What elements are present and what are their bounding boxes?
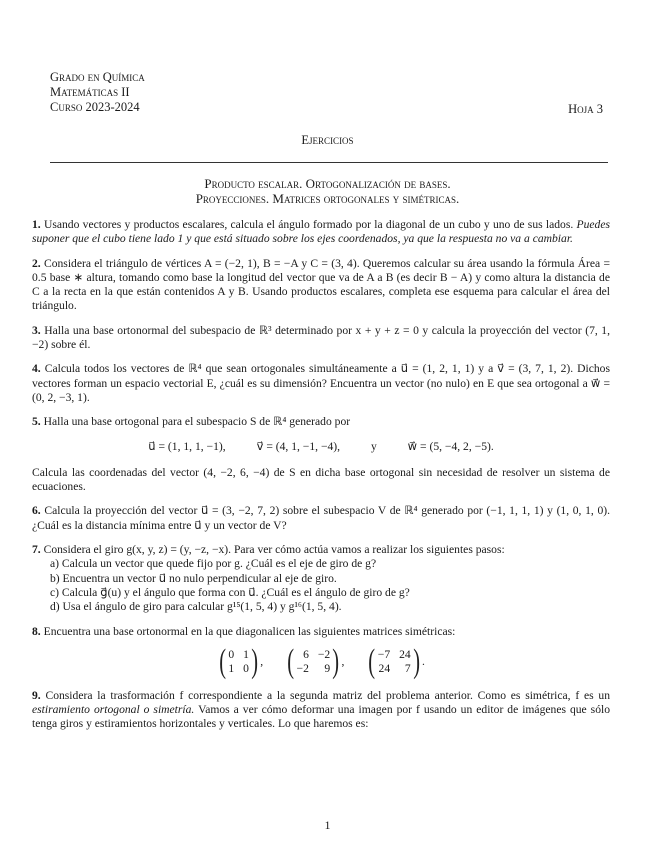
course-header xyxy=(50,70,145,115)
matrix-3: ( −7 24 24 7 ) . xyxy=(368,642,425,680)
divider xyxy=(50,162,608,163)
header-subject: Matemáticas II xyxy=(50,85,130,99)
exercise-1: 1. Usando vectores y productos escalares, calcula el ángulo formado por la diagonal de un cubo y uno de sus lados. Puedes suponer que el cubo tiene lado 1 y que está situado sobre los ejes coordenados, ya que la respuesta no va a cambiar. xyxy=(32,218,611,246)
exercise-3: 3. Halla una base ortonormal del subespacio de ℝ³ determinado por x + y + z = 0 y calcula la proyección del vector (7, 1, −2) sobre él. xyxy=(32,323,610,352)
exercise-8: 8. Encuentra una base ortonormal en la que diagonalicen las siguientes matrices simétricas: ( 0 1 1 0 ) , ( 6 −2 −2 9 ) , ( −7 24 24 7 ) . xyxy=(32,625,610,677)
page-number: 1 xyxy=(324,818,331,832)
exercise-5-continuation: Calcula las coordenadas del vector (4, −2, 6, −4) de S en dicha base ortogonal sin necesidad de resolver un sistema de ecuaciones. xyxy=(32,465,610,494)
topic-line-1: Producto escalar. Ortogonalización de bases. xyxy=(204,176,451,191)
topic-title xyxy=(0,176,655,206)
conjunction: y xyxy=(370,439,377,453)
exercise-4: 4. Calcula todos los vectores de ℝ⁴ que sean ortogonales simultáneamente a u⃗ = (1, 2, 1, 1) y a v⃗ = (3, 7, 1, 2). Dichos vectores forman un espacio vectorial E, ¿cuál es su dimensión? Encuentra un vector (no nulo) en E que sea ortogonal a w⃗ = (0, 2, −3, 1). xyxy=(32,362,610,404)
exercise-7: 7. Considera el giro g(x, y, z) = (y, −z, −x). Para ver cómo actúa vamos a realizar los siguientes pasos: a) Calcula un vector que quede fijo por g. ¿Cuál es el eje de giro de g? b) Encuentra un vector u⃗ no nulo perpendicular al eje de giro. c) Calcula g⃗(u) y el ángulo que forma con u⃗. ¿Cuál es el ángulo de giro de g? d) Usa el ángulo de giro para calcular g¹⁵(1, 5, 4) y g¹⁶(1, 5, 4). xyxy=(32,543,610,614)
step-b: b) Encuentra un vector u⃗ no nulo perpendicular al eje de giro. xyxy=(50,571,337,585)
exercise-5: 5. Halla una base ortogonal para el subespacio S de ℝ⁴ generado por u⃗ = (1, 1, 1, −1), v⃗ = (4, 1, −1, −4), y w⃗ = (5, −4, 2, −5). Calcula las coordenadas del vector (4, −2, 6, −4) de S en dicha base ortogonal sin necesidad de resolver un sistema de ecuaciones. xyxy=(32,415,610,494)
exercise-list xyxy=(32,218,610,742)
vector-u: u⃗ = (1, 1, 1, −1), xyxy=(148,439,226,453)
section-title: Ejercicios xyxy=(301,133,354,147)
matrix-1: ( 0 1 1 0 ) , xyxy=(219,642,264,680)
matrix-row xyxy=(32,642,610,680)
sheet-label: Hoja 3 xyxy=(568,102,603,116)
header-degree: Grado en Química xyxy=(50,70,145,84)
topic-line-2: Proyecciones. Matrices ortogonales y simétricas. xyxy=(195,191,460,206)
step-d: d) Usa el ángulo de giro para calcular g¹⁵(1, 5, 4) y g¹⁶(1, 5, 4). xyxy=(50,600,342,614)
exercise-6: 6. Calcula la proyección del vector u⃗ = (3, −2, 7, 2) sobre el subespacio V de ℝ⁴ generado por (−1, 1, 1, 1) y (1, 0, 1, 0). ¿Cuál es la distancia mínima entre u⃗ y un vector de V? xyxy=(32,504,610,532)
matrix-2: ( 6 −2 −2 9 ) , xyxy=(287,642,345,680)
step-c: c) Calcula g⃗(u) y el ángulo que forma con u⃗. ¿Cuál es el ángulo de giro de g? xyxy=(50,585,410,599)
step-a: a) Calcula un vector que quede fijo por g. ¿Cuál es el eje de giro de g? xyxy=(50,557,377,571)
exercise-2: 2. Considera el triángulo de vértices A = (−2, 1), B = −A y C = (3, 4). Queremos calcular su área usando la fórmula Área = 0.5 base ∗ altura, tomando como base la longitud del vector que va de A a B (es decir B − A) y como altura la distancia de C a la recta en la que están contenidos A y B. Usando productos escalares, completa ese esquema para calcular el área del triángulo. xyxy=(32,256,610,313)
exercise-9: 9. Considera la trasformación f correspondiente a la segunda matriz del problema anterior. Como es simétrica, f es un estiramiento ortogonal o simetría. Vamos a ver cómo deformar una imagen por f usando un editor de imágenes que sólo tenga giros y estiramientos horizontales y verticales. Lo que haremos es: xyxy=(32,688,611,731)
vector-v: v⃗ = (4, 1, −1, −4), xyxy=(256,439,341,453)
vector-w: w⃗ = (5, −4, 2, −5). xyxy=(407,439,494,453)
header-year: Curso 2023-2024 xyxy=(50,100,140,114)
generator-vectors xyxy=(32,440,610,454)
